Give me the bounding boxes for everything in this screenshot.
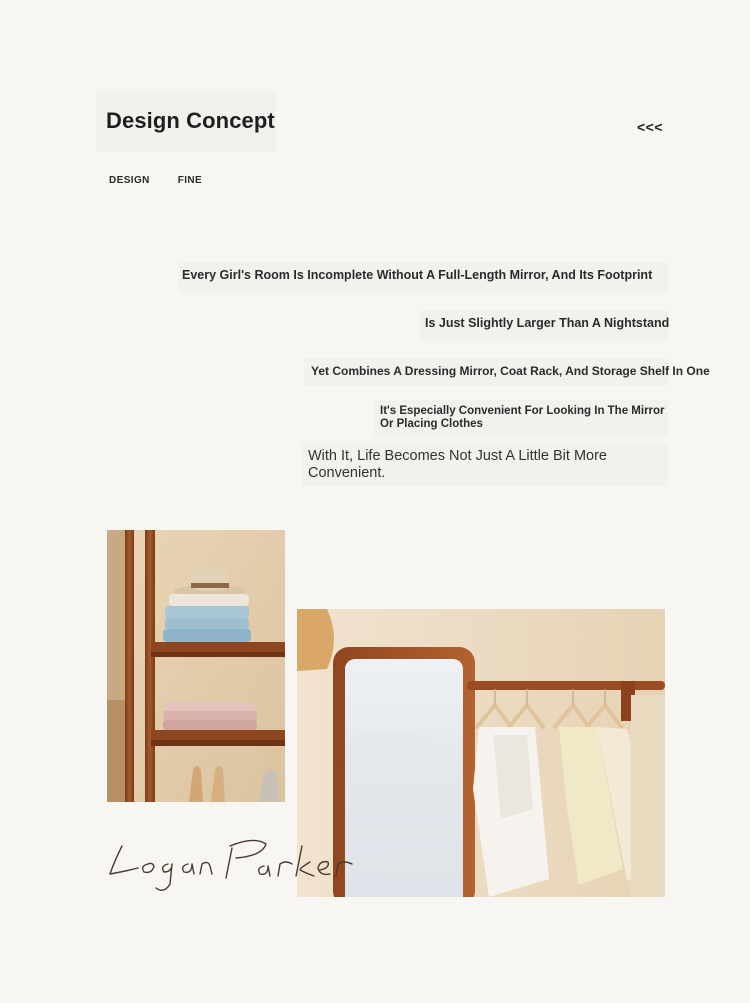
copy-line-3: Yet Combines A Dressing Mirror, Coat Rack, And Storage Shelf In One	[311, 364, 710, 378]
copy-line-2: Is Just Slightly Larger Than A Nightstand	[425, 316, 670, 330]
tag-fine: FINE	[177, 175, 203, 186]
page-title: Design Concept	[106, 108, 275, 133]
back-arrows-button[interactable]: <<<	[637, 119, 664, 135]
tag-list	[109, 175, 202, 186]
copy-line-1: Every Girl's Room Is Incomplete Without A Full-Length Mirror, And Its Footprint	[182, 268, 653, 282]
tag-design: DESIGN	[109, 175, 150, 186]
signature	[104, 832, 364, 902]
copy-line-4: It's Especially Convenient For Looking In The Mirror Or Placing Clothes	[380, 405, 665, 430]
copy-line-5: With It, Life Becomes Not Just A Little Bit More Convenient.	[308, 448, 607, 481]
shelf-photo	[107, 530, 285, 802]
